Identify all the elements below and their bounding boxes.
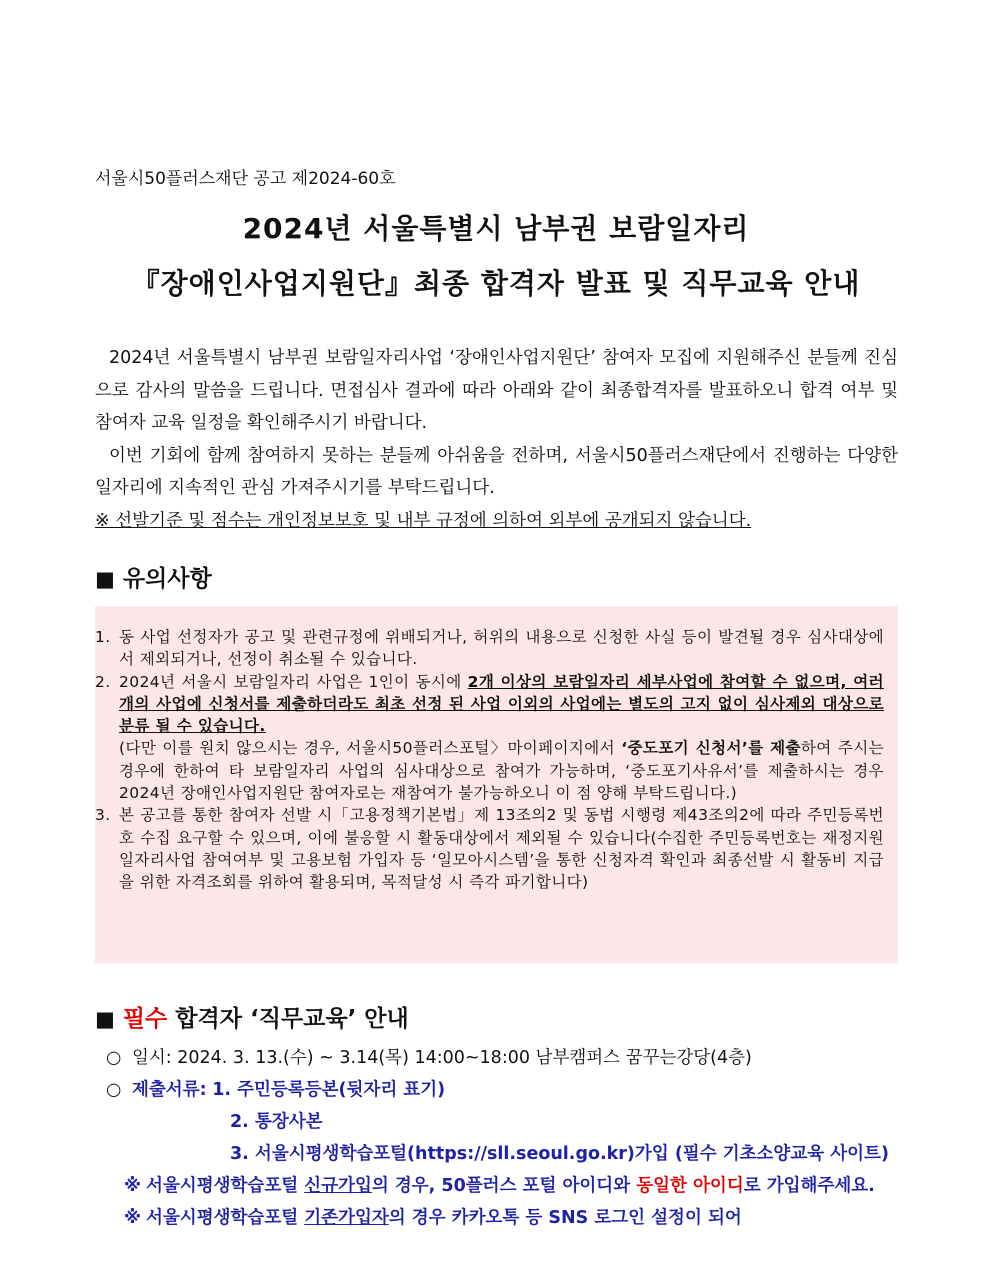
- doc-row-2: [106, 1106, 906, 1138]
- docs-label: 제출서류:: [132, 1080, 207, 1100]
- doc-row-3: [106, 1138, 906, 1170]
- square-bullet-icon: ■: [95, 567, 115, 591]
- list-item: [95, 804, 884, 893]
- section-title: 합격자 ‘직무교육’ 안내: [175, 1006, 409, 1032]
- item-paren-text: (다만 이를 원치 않으시는 경우, 서울시50플러스포털〉마이페이지에서: [119, 739, 622, 758]
- schedule-text: 일시: 2024. 3. 13.(수) ~ 3.14(목) 14:00~18:00 남부캠퍼스 꿈꾸는강당(4층): [132, 1048, 752, 1068]
- item-number: 1.: [95, 628, 111, 646]
- intro-paragraph-2: 이번 기회에 함께 참여하지 못하는 분들께 아쉬움을 전하며, 서울시50플러스재단에서 진행하는 다양한 일자리에 지속적인 관심 가져주시기를 부탁드립니다.: [95, 445, 898, 498]
- notice-number: 서울시50플러스재단 공고 제2024-60호: [95, 169, 396, 189]
- item-text: 본 공고를 통한 참여자 선발 시「고용정책기본법」제 13조의2 및 동법 시행령 제43조의2에 따라 주민등록번호 수집 요구할 수 있으며, 이에 불응할 시 활동대상에서 제외될 수 있습니다(수집한 주민등록번호는 재정지원일자리사업 참여여부 및 고용보험 가입자 등 ‘일모아시스템’을 통한 신청자격 확인과 최종선발 시 활동비 지급을 위한 자격조회를 위하여 활용되며, 목적달성 시 즉각 파기합니다): [119, 806, 884, 892]
- item-text: 동 사업 선정자가 공고 및 관련규정에 위배되거나, 허위의 내용으로 신청한 사실 등이 발견될 경우 심사대상에서 제외되거나, 선정이 취소될 수 있습니다.: [119, 628, 884, 669]
- note-new-signup: ※ 서울시평생학습포털 신규가입의 경우, 50플러스 포털 아이디와 동일한 아이디로 가입해주세요.: [106, 1170, 906, 1202]
- education-info: [106, 1042, 906, 1234]
- circle-bullet-icon: ○: [106, 1048, 122, 1068]
- doc-item-1: 1. 주민등록등본(뒷자리 표기): [212, 1080, 446, 1100]
- disclaimer: ※ 선발기준 및 점수는 개인정보보호 및 내부 규정에 의하여 외부에 공개되지 않습니다.: [95, 510, 752, 531]
- doc-item-2: 2. 통장사본: [230, 1112, 323, 1132]
- item-paren-rest: 하여 주시는 경우에 한하여 타 보람일자리 사업의 심사대상으로 참여가 가능하며, ‘중도포기사유서’를 제출하시는 경우 2024년 장애인사업지원단 참여자로는 재참여가 불가능하오니 이 점 양해 부탁드립니다.): [119, 739, 884, 803]
- item-emphasis: 2개 이상의 보람일자리 세부사업에 참여할 수 없으며, 여러 개의 사업에 신청서를 제출하더라도 최초 선정 된 사업 이외의 사업에는 별도의 고지 없이 심사제외 대상으로 분류 될 수 있습니다.: [119, 672, 884, 736]
- circle-bullet-icon: ○: [106, 1080, 122, 1100]
- notes-list: [95, 626, 884, 894]
- item-number: 3.: [95, 806, 111, 825]
- doc-item-3: 3. 서울시평생학습포털(https://sll.seoul.go.kr)가입 (필수 기초소양교육 사이트): [230, 1144, 889, 1164]
- note-existing-member: ※ 서울시평생학습포털 기존가입자의 경우 카카오톡 등 SNS 로그인 설정이 되어: [106, 1202, 906, 1234]
- item-paren-emphasis: ‘중도포기 신청서’를 제출: [621, 739, 801, 758]
- intro-paragraph-1: 2024년 서울특별시 남부권 보람일자리사업 ‘장애인사업지원단’ 참여자 모집에 지원해주신 분들께 진심으로 감사의 말씀을 드립니다. 면접심사 결과에 따라 아래와 같이 최종합격자를 발표하오니 합격 여부 및 참여자 교육 일정을 확인해주시기 바랍니다.: [95, 348, 898, 433]
- reference-mark-icon: ※: [124, 1208, 142, 1228]
- section-title: 유의사항: [122, 566, 212, 592]
- required-label: 필수: [122, 1006, 168, 1032]
- title-line-1: 2024년 서울특별시 남부권 보람일자리: [242, 212, 750, 245]
- list-item: [95, 671, 884, 805]
- intro-section: [95, 342, 898, 537]
- schedule-row: [106, 1042, 906, 1074]
- item-text: 2024년 서울시 보람일자리 사업은 1인이 동시에: [119, 672, 468, 691]
- section-heading-notes: [95, 560, 212, 593]
- square-bullet-icon: ■: [95, 1007, 115, 1031]
- list-item: [95, 626, 884, 671]
- item-number: 2.: [95, 672, 111, 691]
- notes-box: [95, 606, 898, 963]
- docs-row: [106, 1074, 906, 1106]
- section-heading-education: [95, 1000, 409, 1033]
- reference-mark-icon: ※: [124, 1176, 142, 1196]
- title-line-2: 『장애인사업지원단』최종 합격자 발표 및 직무교육 안내: [131, 267, 861, 300]
